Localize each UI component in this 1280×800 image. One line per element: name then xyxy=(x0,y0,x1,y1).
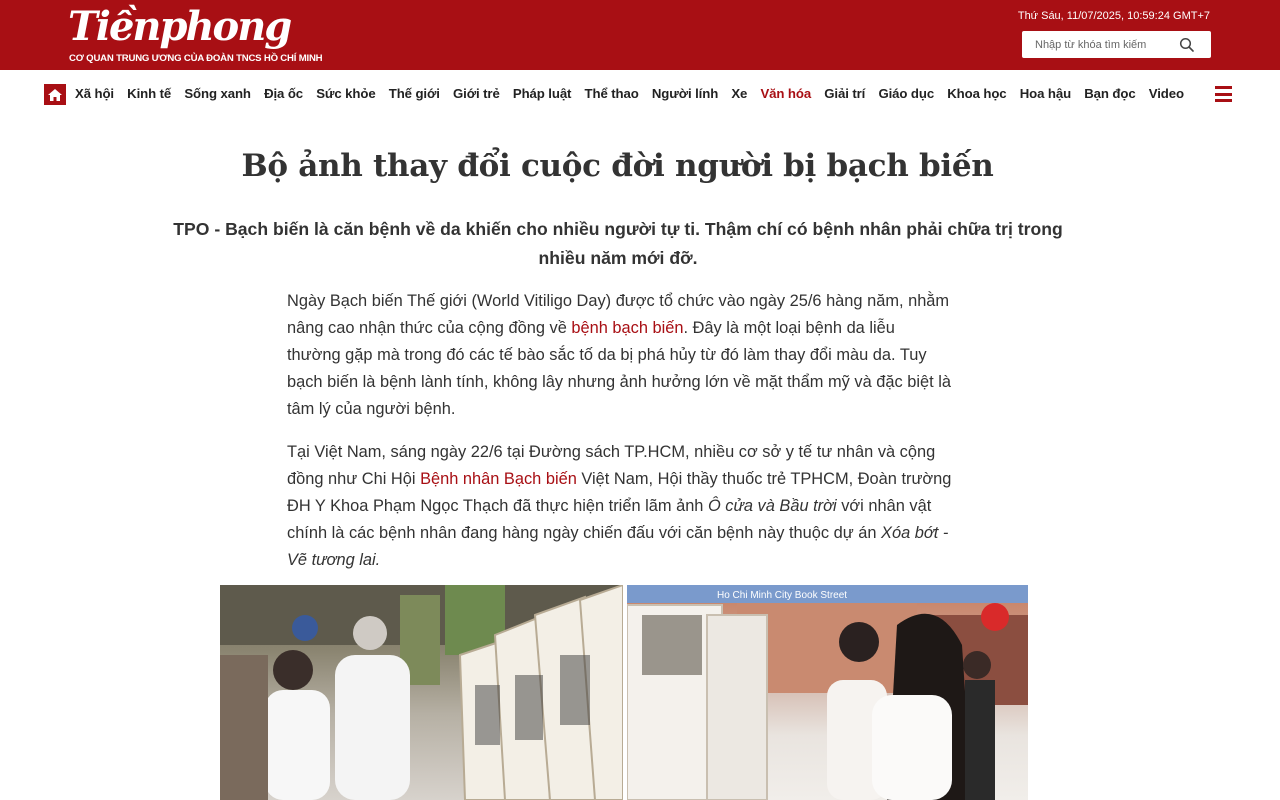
article-photo-right[interactable] xyxy=(627,585,1028,800)
main-nav xyxy=(0,70,1280,118)
logo-tagline: CƠ QUAN TRUNG ƯƠNG CỦA ĐOÀN TNCS HỒ CHÍ MINH xyxy=(69,53,323,64)
site-logo[interactable] xyxy=(68,2,323,66)
nav-item-dia-oc[interactable]: Địa ốc xyxy=(264,86,304,101)
article-paragraph-1 xyxy=(287,288,952,423)
search-box xyxy=(1022,31,1211,58)
nav-item-the-thao[interactable]: Thể thao xyxy=(584,86,639,101)
nav-item-xa-hoi[interactable]: Xã hội xyxy=(75,86,114,101)
book-street-sign: Ho Chi Minh City Book Street xyxy=(717,590,848,601)
nav-item-video[interactable]: Video xyxy=(1148,86,1184,101)
nav-item-phap-luat[interactable]: Pháp luật xyxy=(512,86,572,101)
nav-item-giai-tri[interactable]: Giải trí xyxy=(824,86,866,101)
search-icon[interactable] xyxy=(1179,37,1195,53)
paragraph-text: . Đây là một loại bệnh da liễu thường gặp mà trong đó các tế bào sắc tố da bị phá hủy từ đó làm thay đổi màu da. Tuy bạch biến là bệnh lành tính, không lây nhưng ảnh hưởng lớn về mặt thẩm mỹ và đặc biệt là tâm lý của người bệnh. xyxy=(287,319,951,418)
article-photo-left[interactable] xyxy=(220,585,623,800)
nav-item-song-xanh[interactable]: Sống xanh xyxy=(184,86,251,101)
photo-right-illustration xyxy=(627,585,1028,800)
paragraph-text: Ngày Bạch biến Thế giới (World Vitiligo Day) được tổ chức vào ngày 25/6 hàng năm, nhằm nâng cao nhận thức của cộng đồng về xyxy=(287,292,950,337)
site-header xyxy=(0,0,1280,70)
nav-item-giao-duc[interactable]: Giáo dục xyxy=(878,86,935,101)
link-benh-nhan-bach-bien[interactable]: Bệnh nhân Bạch biến xyxy=(420,470,577,488)
paragraph-text: với nhân vật chính là các bệnh nhân đang hàng ngày chiến đấu với căn bệnh này thuộc dự án xyxy=(287,497,932,542)
nav-item-the-gioi[interactable]: Thế giới xyxy=(388,86,440,101)
paragraph-text: Việt Nam, Hội thầy thuốc trẻ TPHCM, Đoàn trường ĐH Y Khoa Phạm Ngọc Thạch đã thực hiện triển lãm ảnh xyxy=(287,470,952,515)
search-input[interactable] xyxy=(1022,31,1172,58)
article-paragraph-2 xyxy=(287,439,952,574)
nav-item-nguoi-linh[interactable]: Người lính xyxy=(651,86,719,101)
logo-wordmark: Tiềnphong xyxy=(68,3,291,50)
nav-item-khoa-hoc[interactable]: Khoa học xyxy=(947,86,1007,101)
article-sapo: TPO - Bạch biến là căn bệnh về da khiến cho nhiều người tự ti. Thậm chí có bệnh nhân phải chữa trị trong nhiều năm mới đỡ. xyxy=(173,219,1063,268)
nav-item-gioi-tre[interactable]: Giới trẻ xyxy=(453,86,500,101)
nav-item-kinh-te[interactable]: Kinh tế xyxy=(127,86,172,101)
current-datetime: Thứ Sáu, 11/07/2025, 10:59:24 GMT+7 xyxy=(1017,10,1210,22)
paragraph-text: Tại Việt Nam, sáng ngày 22/6 tại Đường sách TP.HCM, nhiều cơ sở y tế tư nhân và cộng đồng như Chi Hội xyxy=(287,443,936,488)
nav-item-ban-doc[interactable]: Bạn đọc xyxy=(1084,86,1136,101)
home-icon[interactable] xyxy=(44,84,66,105)
nav-menu xyxy=(75,86,1197,101)
photo-left-illustration xyxy=(220,585,623,800)
project-name: Xóa bớt - Vẽ tương lai. xyxy=(287,524,949,569)
article-title: Bộ ảnh thay đổi cuộc đời người bị bạch biến xyxy=(241,148,994,184)
link-benh-bach-bien[interactable]: bệnh bạch biến xyxy=(571,319,684,337)
hamburger-menu-icon[interactable] xyxy=(1215,86,1233,102)
nav-item-suc-khoe[interactable]: Sức khỏe xyxy=(316,86,376,101)
nav-item-hoa-hau[interactable]: Hoa hậu xyxy=(1019,86,1072,101)
nav-item-xe[interactable]: Xe xyxy=(731,86,748,101)
exhibition-name: Ô cửa và Bầu trời xyxy=(707,497,837,515)
nav-item-van-hoa[interactable]: Văn hóa xyxy=(760,86,812,101)
